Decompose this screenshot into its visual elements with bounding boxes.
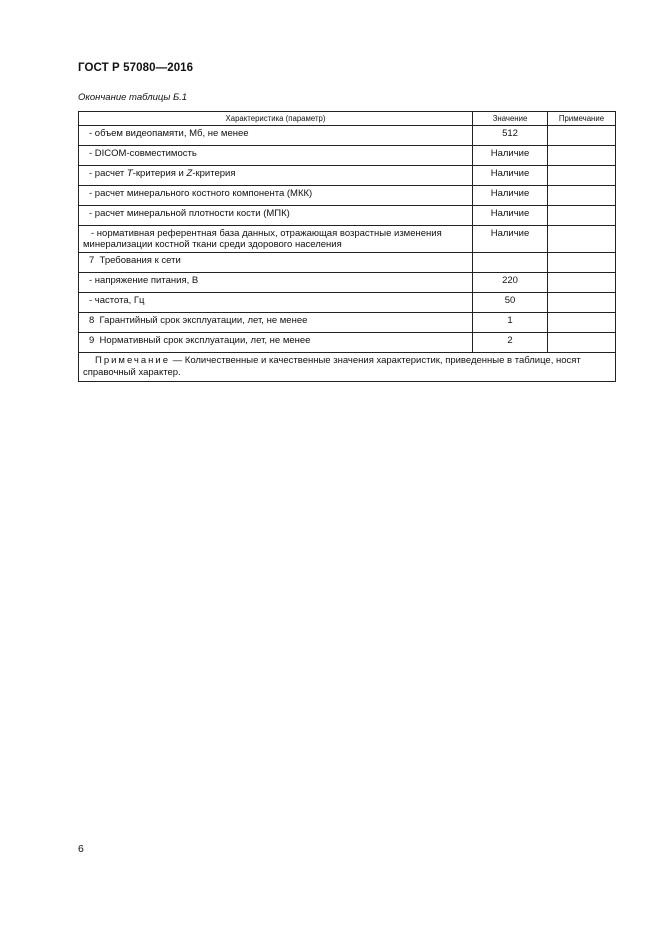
param-cell: - расчет минерального костного компонента (МКК): [79, 186, 473, 206]
table-row: [79, 146, 616, 166]
param-cell: 9 Нормативный срок эксплуатации, лет, не менее: [79, 333, 473, 353]
value-cell: 50: [473, 293, 548, 313]
note-cell: [548, 333, 616, 353]
footnote-label: Примечание: [95, 355, 170, 366]
value-cell: 220: [473, 273, 548, 293]
value-cell: [473, 253, 548, 273]
value-cell: Наличие: [473, 166, 548, 186]
specification-table: [78, 111, 616, 382]
value-cell: Наличие: [473, 226, 548, 253]
table-row: [79, 226, 616, 253]
param-cell: - расчет Т-критерия и Z-критерия: [79, 166, 473, 186]
param-cell: - DICOM-совместимость: [79, 146, 473, 166]
table-row: [79, 126, 616, 146]
note-cell: [548, 206, 616, 226]
value-cell: Наличие: [473, 206, 548, 226]
param-cell: 7 Требования к сети: [79, 253, 473, 273]
param-cell: 8 Гарантийный срок эксплуатации, лет, не менее: [79, 313, 473, 333]
footnote-cell: [79, 353, 616, 382]
note-cell: [548, 166, 616, 186]
table-caption: Окончание таблицы Б.1: [78, 92, 188, 103]
value-cell: 2: [473, 333, 548, 353]
table-row: [79, 313, 616, 333]
page-number: 6: [78, 843, 84, 855]
column-header-parameter: Характеристика (параметр): [79, 112, 473, 126]
note-cell: [548, 146, 616, 166]
value-cell: 1: [473, 313, 548, 333]
param-cell: - напряжение питания, В: [79, 273, 473, 293]
note-cell: [548, 293, 616, 313]
param-cell: - частота, Гц: [79, 293, 473, 313]
document-header: ГОСТ Р 57080—2016: [78, 62, 194, 74]
table-header-row: [79, 112, 616, 126]
value-cell: Наличие: [473, 146, 548, 166]
param-cell: - нормативная референтная база данных, отражающая возрастные изменения минерализации костной ткани среди здорового населения: [79, 226, 473, 253]
note-cell: [548, 313, 616, 333]
param-cell: - объем видеопамяти, Мб, не менее: [79, 126, 473, 146]
table-row: [79, 166, 616, 186]
value-cell: 512: [473, 126, 548, 146]
table-row: [79, 293, 616, 313]
table-row: [79, 206, 616, 226]
note-cell: [548, 253, 616, 273]
param-cell: - расчет минеральной плотности кости (МПК): [79, 206, 473, 226]
note-cell: [548, 186, 616, 206]
column-header-note: Примечание: [548, 112, 616, 126]
table-row: [79, 253, 616, 273]
table-footnote-row: [79, 353, 616, 382]
column-header-value: Значение: [473, 112, 548, 126]
value-cell: Наличие: [473, 186, 548, 206]
note-cell: [548, 226, 616, 253]
table-row: [79, 273, 616, 293]
table-row: [79, 186, 616, 206]
table-row: [79, 333, 616, 353]
note-cell: [548, 273, 616, 293]
note-cell: [548, 126, 616, 146]
footnote-text: — Количественные и качественные значения характеристик, приведенные в таблице, носят справочный характер.: [83, 355, 581, 378]
